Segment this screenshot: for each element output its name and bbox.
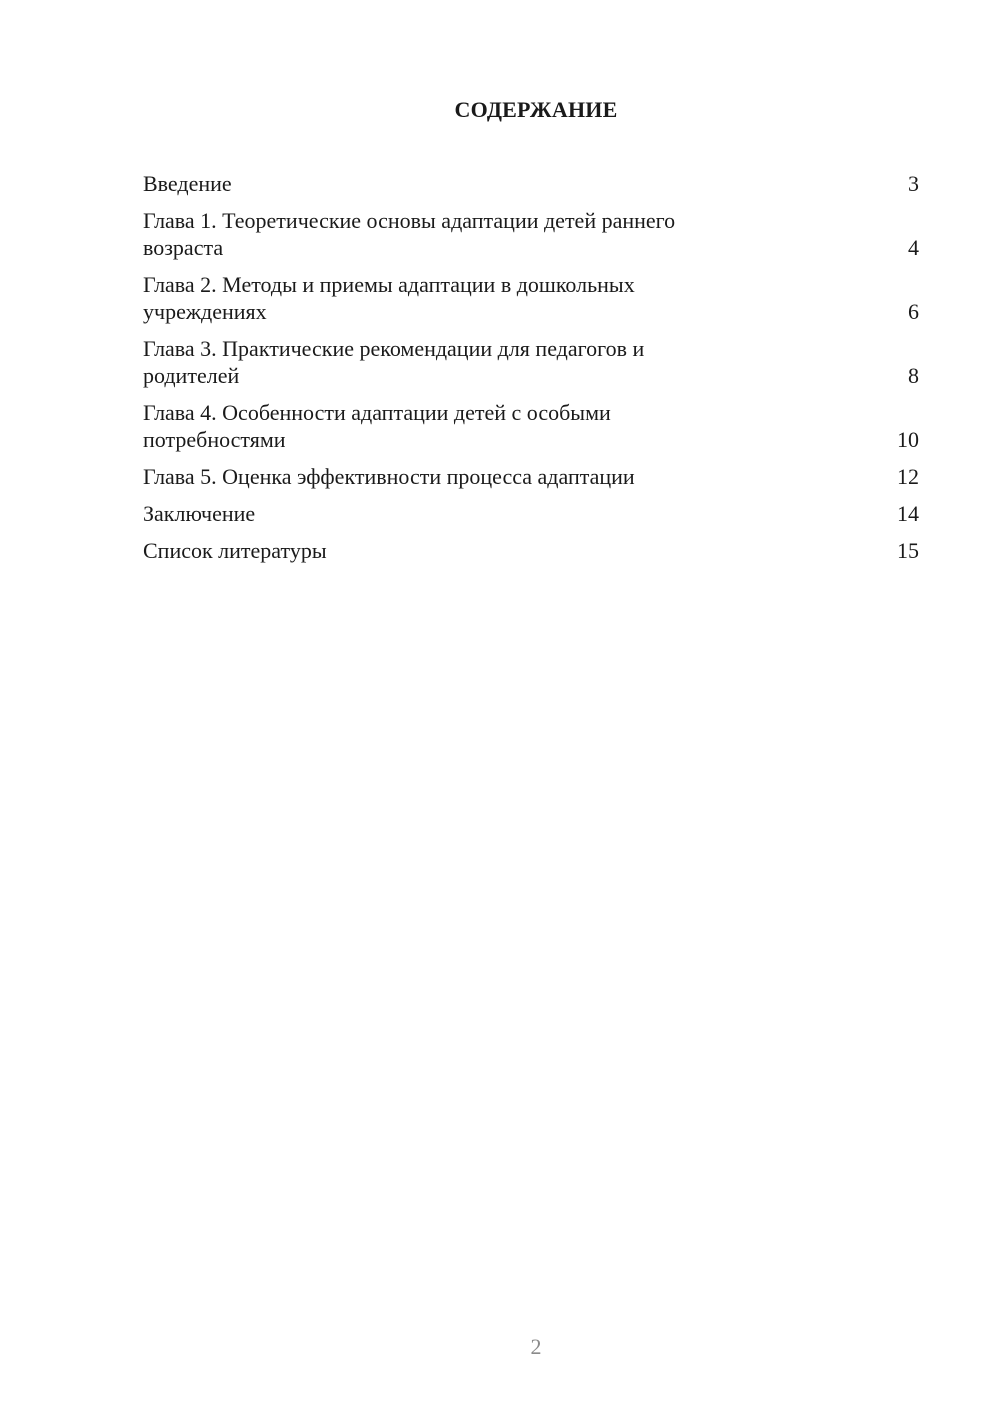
toc-entry-title: Глава 2. Методы и приемы адаптации в дошкольных учреждениях [143, 272, 635, 324]
page-number: 2 [530, 1334, 542, 1359]
table-of-contents [143, 170, 919, 574]
toc-entry-chapter-2 [143, 271, 919, 325]
toc-entry-page: 14 [897, 501, 919, 526]
toc-entry-page: 4 [908, 235, 919, 260]
toc-entry-page: 15 [897, 538, 919, 563]
toc-entry-conclusion [143, 500, 919, 527]
toc-entry-title: Глава 1. Теоретические основы адаптации детей раннего возраста [143, 208, 676, 260]
toc-entry-title: Заключение [143, 501, 256, 526]
toc-entry-chapter-3 [143, 335, 919, 389]
toc-entry-title: Глава 3. Практические рекомендации для педагогов и родителей [143, 336, 645, 388]
toc-entry-chapter-5 [143, 463, 919, 490]
toc-entry-introduction [143, 170, 919, 197]
toc-entry-title: Глава 5. Оценка эффективности процесса адаптации [143, 464, 635, 489]
toc-entry-page: 3 [908, 171, 919, 196]
toc-entry-page: 6 [908, 299, 919, 324]
toc-entry-title: Введение [143, 171, 232, 196]
toc-entry-references [143, 537, 919, 564]
toc-entry-title: Список литературы [143, 538, 327, 563]
toc-entry-chapter-4 [143, 399, 919, 453]
toc-entry-chapter-1 [143, 207, 919, 261]
page-title: СОДЕРЖАНИЕ [454, 97, 618, 122]
toc-entry-title: Глава 4. Особенности адаптации детей с особыми потребностями [143, 400, 611, 452]
toc-entry-page: 10 [897, 427, 919, 452]
toc-entry-page: 12 [897, 464, 919, 489]
toc-entry-page: 8 [908, 363, 919, 388]
